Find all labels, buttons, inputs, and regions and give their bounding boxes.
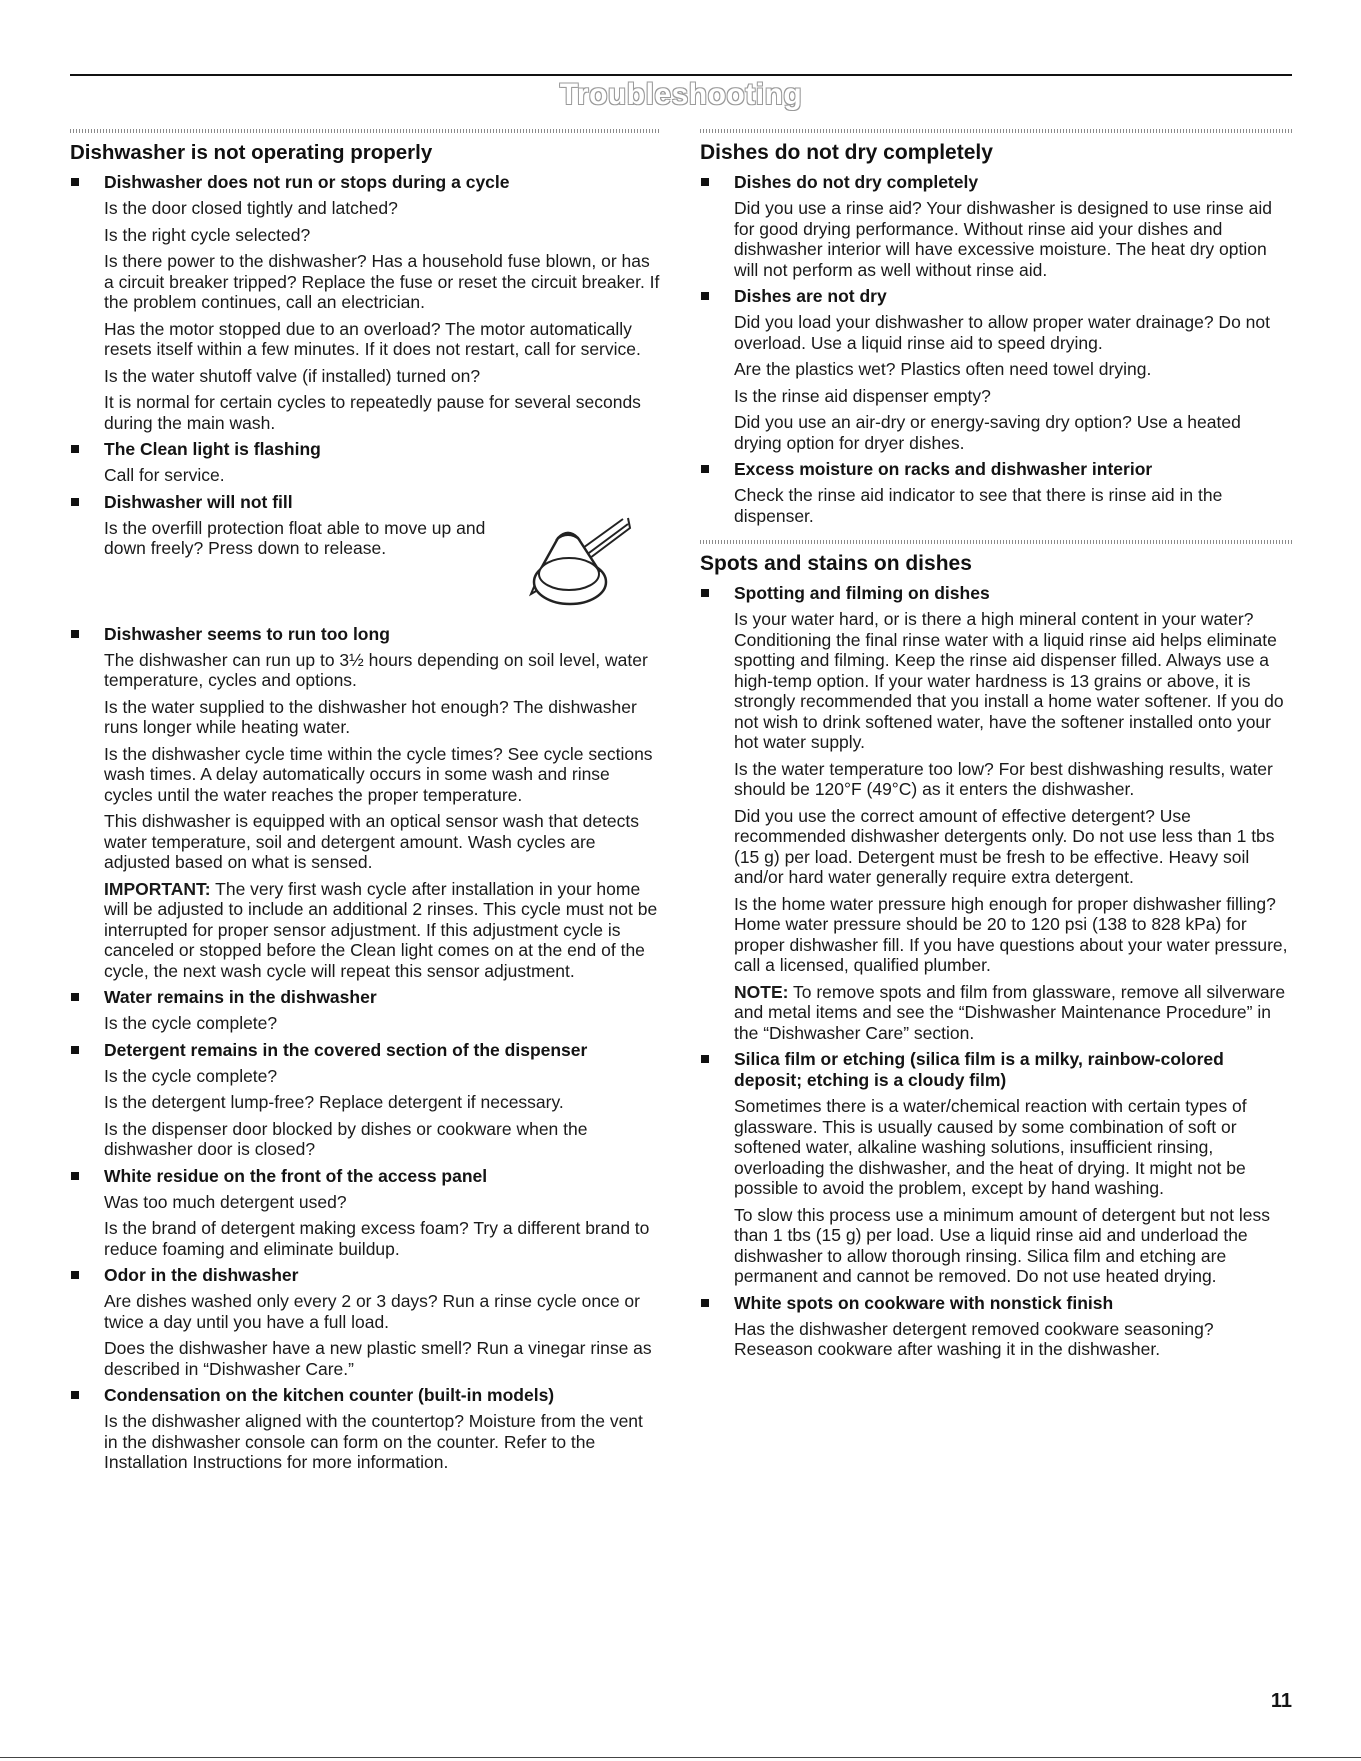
issue-title: Silica film or etching (silica film is a milky, rainbow-colored deposit; etching is a cloudy film) bbox=[734, 1049, 1224, 1090]
issue-title: Detergent remains in the covered section of the dispenser bbox=[104, 1039, 588, 1060]
page-number: 11 bbox=[1270, 1690, 1292, 1712]
bullet-icon bbox=[71, 498, 79, 506]
issue-text: Was too much detergent used? bbox=[104, 1191, 347, 1212]
issue-spotting-filming bbox=[700, 583, 1292, 1043]
issue-text: This dishwasher is equipped with an optical sensor wash that detects water temperature, soil and detergent amount. Wash cycles are adjusted based on what is sensed. bbox=[104, 811, 640, 872]
issue-text: Check the rinse aid indicator to see that there is rinse aid in the dispenser. bbox=[734, 485, 1223, 526]
bullet-icon bbox=[701, 1055, 709, 1063]
overfill-float-illustration bbox=[498, 510, 638, 618]
issue-text: Is the overfill protection float able to move up and down freely? Press down to release. bbox=[104, 517, 486, 558]
bullet-icon bbox=[71, 445, 79, 453]
issue-text: Is the dispenser door blocked by dishes or cookware when the dishwasher door is closed? bbox=[104, 1118, 588, 1159]
issue-title: Condensation on the kitchen counter (built-in models) bbox=[104, 1385, 555, 1405]
issue-text: The dishwasher can run up to 3½ hours depending on soil level, water temperature, cycles and options. bbox=[104, 649, 648, 690]
issue-title: Spotting and filming on dishes bbox=[734, 583, 990, 603]
issue-text: Sometimes there is a water/chemical reaction with certain types of glassware. This is usually caused by some combination of soft or softened water, alkaline washing solutions, insufficient rinsing, overloading the dishwasher, and the heat of drying. It might not be possible to avoid the problem, except by hand washing. bbox=[734, 1096, 1247, 1198]
section-divider bbox=[700, 540, 1292, 544]
issue-white-spots-cookware bbox=[700, 1293, 1292, 1360]
bullet-icon bbox=[71, 630, 79, 638]
issue-title: Dishwasher seems to run too long bbox=[104, 623, 390, 644]
issue-title: Excess moisture on racks and dishwasher interior bbox=[734, 459, 1153, 479]
issue-title: White spots on cookware with nonstick finish bbox=[734, 1292, 1114, 1313]
bullet-icon bbox=[71, 993, 79, 1001]
bullet-icon bbox=[71, 1172, 79, 1180]
issue-silica-film bbox=[700, 1049, 1292, 1287]
issue-text: Is the water temperature too low? For best dishwashing results, water should be 120°F (49°C) as it enters the dishwasher. bbox=[734, 758, 1273, 799]
issue-title: Dishwasher will not fill bbox=[104, 491, 293, 512]
issue-text: Did you use an air-dry or energy-saving dry option? Use a heated drying option for dryer dishes. bbox=[734, 412, 1241, 453]
issue-title: Water remains in the dishwasher bbox=[104, 987, 377, 1007]
issue-text: Is the right cycle selected? bbox=[104, 224, 311, 245]
issue-dishes-not-dry-completely bbox=[700, 172, 1292, 280]
bullet-icon bbox=[71, 178, 79, 186]
bullet-icon bbox=[701, 589, 709, 597]
page-title: Troubleshooting bbox=[559, 78, 803, 111]
issue-text: Is the water supplied to the dishwasher hot enough? The dishwasher runs longer while heating water. bbox=[104, 696, 637, 737]
top-rule bbox=[70, 74, 1292, 76]
bullet-icon bbox=[71, 1046, 79, 1054]
issue-text: Is your water hard, or is there a high mineral content in your water? Conditioning the final rinse water with a liquid rinse aid helps eliminate spotting and filming. Keep the rinse aid dispenser filled. Always use a high-temp option. If your water hardness is 13 grains or above, it is strongly recommended that you install a home water softener. If you do not wish to drink softened water, have the softener installed onto your hot water supply. bbox=[734, 609, 1284, 752]
issue-text: Is the home water pressure high enough for proper dishwasher filling? Home water pressure should be 20 to 120 psi (138 to 828 kPa) for proper dishwasher fill. If you have questions about your water pressure, call a licensed, qualified plumber. bbox=[734, 893, 1288, 975]
issue-title: White residue on the front of the access panel bbox=[104, 1165, 488, 1186]
issue-title: The Clean light is flashing bbox=[104, 439, 321, 459]
issue-does-not-run bbox=[70, 172, 660, 433]
note bbox=[700, 982, 1292, 1044]
section-heading-not-operating: Dishwasher is not operating properly bbox=[70, 141, 433, 164]
issue-text: To slow this process use a minimum amount of detergent but not less than 1 tbs (15 g) per load. Use a liquid rinse aid and underload the dishwasher to allow thorough rinsing. Silica film and etching are permanent and cannot be removed. Do not use heated drying. bbox=[734, 1204, 1270, 1286]
issue-text: Are dishes washed only every 2 or 3 days? Run a rinse cycle once or twice a day until you have a full load. bbox=[104, 1291, 640, 1332]
issue-text: Did you use a rinse aid? Your dishwasher is designed to use rinse aid for good drying performance. Without rinse aid your dishes and dishwasher interior will have excessive moisture. The heat dry option will not perform as well without rinse aid. bbox=[734, 198, 1272, 280]
issue-title: Dishes do not dry completely bbox=[734, 172, 979, 192]
issue-clean-light-flashing bbox=[70, 439, 660, 486]
issue-odor bbox=[70, 1265, 660, 1379]
issue-text: Is the dishwasher cycle time within the cycle times? See cycle sections wash times. A delay automatically occurs in some wash and rinse cycles until the water reaches the proper temperature. bbox=[104, 743, 653, 805]
issue-text: Does the dishwasher have a new plastic smell? Run a vinegar rinse as described in “Dishwasher Care.” bbox=[104, 1338, 652, 1379]
issue-will-not-fill bbox=[70, 492, 660, 618]
issue-detergent-remains bbox=[70, 1040, 660, 1160]
issue-text: Is the brand of detergent making excess foam? Try a different brand to reduce foaming and eliminate buildup. bbox=[104, 1218, 650, 1259]
issue-title: Dishwasher does not run or stops during a cycle bbox=[104, 172, 510, 192]
issue-text: It is normal for certain cycles to repeatedly pause for several seconds during the main wash. bbox=[104, 392, 641, 433]
bullet-icon bbox=[701, 1299, 709, 1307]
issue-text: Is the cycle complete? bbox=[104, 1013, 278, 1033]
section-heading-not-dry: Dishes do not dry completely bbox=[700, 141, 993, 164]
important-text: The very first wash cycle after installation in your home will be adjusted to include an additional 2 rinses. This cycle must not be interrupted for proper sensor adjustment. If this adjustment cycle is canceled or stopped before the Clean light comes on at the end of the cycle, the next wash cycle will repeat this sensor adjustment. bbox=[104, 878, 658, 981]
issue-text: Is the cycle complete? bbox=[104, 1065, 278, 1086]
issue-text: Is there power to the dishwasher? Has a household fuse blown, or has a circuit breaker tripped? Replace the fuse or reset the circuit breaker. If the problem continues, call an electrician. bbox=[104, 251, 660, 312]
issue-condensation bbox=[70, 1385, 660, 1473]
issue-text: Is the detergent lump-free? Replace detergent if necessary. bbox=[104, 1092, 564, 1112]
bullet-icon bbox=[701, 465, 709, 473]
section-heading-spots-stains: Spots and stains on dishes bbox=[700, 552, 972, 575]
bottom-rule bbox=[0, 1757, 1361, 1758]
issue-text: Call for service. bbox=[104, 465, 225, 485]
issue-title: Odor in the dishwasher bbox=[104, 1265, 299, 1285]
section-divider bbox=[70, 129, 660, 133]
important-note bbox=[70, 879, 660, 982]
bullet-icon bbox=[71, 1391, 79, 1399]
issue-text: Did you use the correct amount of effective detergent? Use recommended dishwasher detergents only. Do not use less than 1 tbs (15 g) per load. Detergent must be fresh to be effective. Heavy soil and/or hard water generally require extra detergent. bbox=[734, 805, 1275, 887]
right-column bbox=[700, 129, 1292, 1366]
left-column bbox=[70, 129, 660, 1479]
issue-runs-too-long bbox=[70, 624, 660, 982]
issue-dishes-not-dry bbox=[700, 286, 1292, 453]
issue-text: Is the door closed tightly and latched? bbox=[104, 198, 398, 218]
issue-text: Is the water shutoff valve (if installed) turned on? bbox=[104, 365, 481, 386]
section-divider bbox=[700, 129, 1292, 133]
issue-text: Has the motor stopped due to an overload? The motor automatically resets itself within a few minutes. If it does not restart, call for service. bbox=[104, 318, 641, 359]
bullet-icon bbox=[701, 178, 709, 186]
bullet-icon bbox=[701, 292, 709, 300]
issue-white-residue bbox=[70, 1166, 660, 1260]
issue-text: Did you load your dishwasher to allow proper water drainage? Do not overload. Use a liquid rinse aid to speed drying. bbox=[734, 312, 1270, 353]
bullet-icon bbox=[71, 1271, 79, 1279]
issue-text: Has the dishwasher detergent removed cookware seasoning? Reseason cookware after washing it in the dishwasher. bbox=[734, 1318, 1214, 1359]
issue-text: Are the plastics wet? Plastics often need towel drying. bbox=[734, 359, 1152, 379]
important-label: IMPORTANT: bbox=[104, 878, 211, 899]
issue-water-remains bbox=[70, 987, 660, 1034]
issue-title: Dishes are not dry bbox=[734, 286, 887, 306]
issue-text: Is the dishwasher aligned with the countertop? Moisture from the vent in the dishwasher console can form on the counter. Refer to the Installation Instructions for more information. bbox=[104, 1411, 643, 1472]
note-text: To remove spots and film from glassware, remove all silverware and metal items and see the “Dishwasher Maintenance Procedure” in the “Dishwasher Care” section. bbox=[734, 981, 1286, 1043]
issue-excess-moisture bbox=[700, 459, 1292, 526]
note-label: NOTE: bbox=[734, 981, 789, 1002]
issue-text: Is the rinse aid dispenser empty? bbox=[734, 385, 991, 406]
